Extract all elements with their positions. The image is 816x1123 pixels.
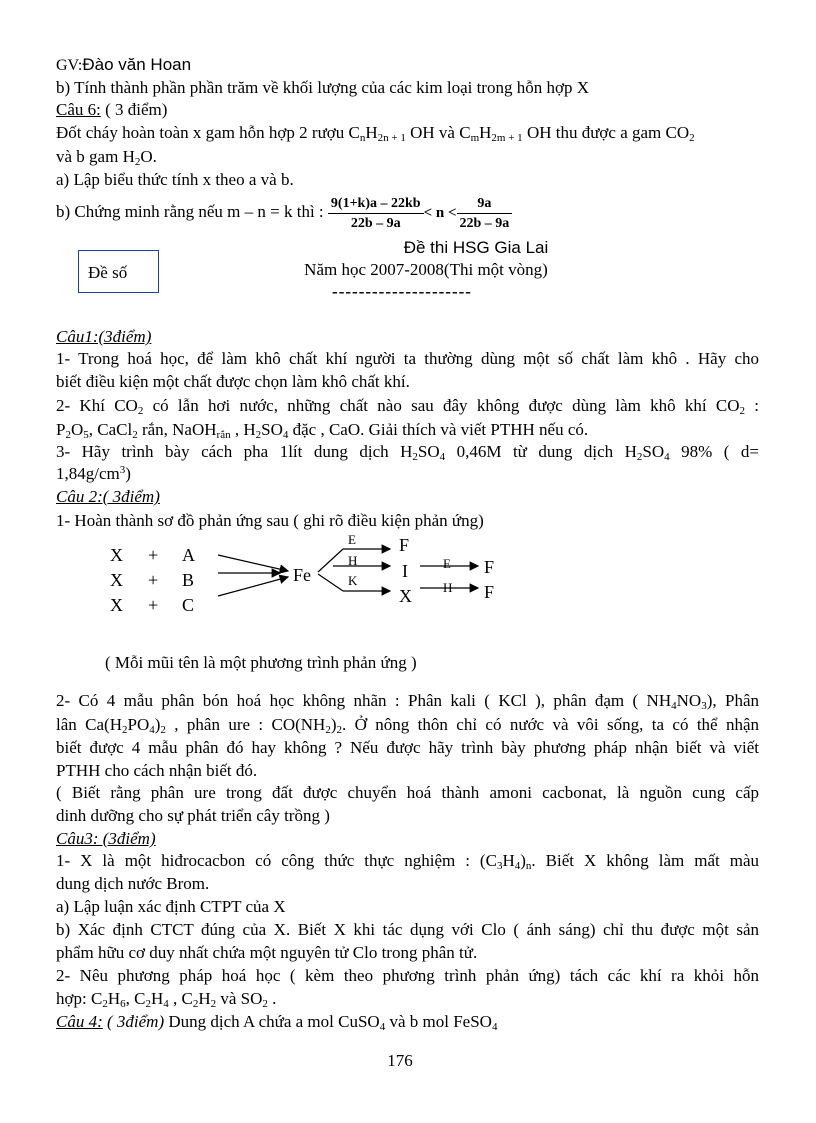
cau1-title: Câu1:(3điểm) (56, 327, 152, 346)
cau3-line4: b) Xác định CTCT đúng của X. Biết X khi tác dụng với Clo ( ánh sáng) chỉ thu được một sản (56, 920, 759, 939)
reactant-x2: X (110, 570, 123, 590)
cau2-p2-line1: 2- Có 4 mẫu phân bón hoá học không nhãn : Phân kali ( KCl ), phân đạm ( $NH_4NO_3$), Phân (56, 691, 759, 712)
cau2-p2-line3: biết được 4 mẫu phân đó hay không ? Nếu được hãy trình bày phương pháp nhận biết và viết (56, 738, 759, 757)
exam-number-label: Đề số (88, 263, 128, 282)
label-k: K (348, 573, 358, 588)
cau6-points: ( 3 điểm) (105, 100, 168, 119)
exam-divider: --------------------- (332, 282, 472, 301)
label-e: E (348, 532, 356, 547)
product-x: X (399, 586, 412, 606)
reactant-c: C (182, 595, 195, 615)
cau3-line3: a) Lập luận xác định CTPT của X (56, 897, 286, 916)
plus-3: + (148, 595, 159, 615)
cau6-line2: và b gam $H_2O$. (56, 147, 157, 168)
cau2-title: Câu 2:( 3điểm) (56, 487, 160, 506)
cau3-line5: phẩm hữu cơ duy nhất chứa một nguyên tử Clo trong phân tử. (56, 943, 478, 962)
header (56, 54, 191, 76)
cau6-part-a: a) Lập biểu thức tính x theo a và b. (56, 170, 294, 189)
cau6-line1: Đốt cháy hoàn toàn x gam hỗn hợp 2 rượu $C_nH_{2n + 1}$ OH và $C_mH_{2m + 1}$ OH thu được a gam $CO_2$ (56, 123, 695, 144)
cau2-p2-line5: ( Biết rằng phân ure trong đất được chuyển hoá thành amoni cacbonat, là nguồn cung cấp (56, 783, 759, 802)
page-number: 176 (387, 1051, 413, 1070)
part-b-top: b) Tính thành phần phần trăm về khối lượng của các kim loại trong hỗn hợp X (56, 78, 589, 97)
label-e2: E (443, 556, 451, 571)
reactant-a: A (182, 545, 195, 565)
teacher-name: Đào văn Hoan (82, 55, 192, 74)
fraction-upper-bound: $\frac{9a}{22b - 9a}$ (457, 194, 513, 233)
branch-up (318, 549, 343, 572)
reactant-x1: X (110, 545, 123, 565)
exam-year: Năm học 2007-2008(Thi một vòng) (304, 260, 548, 279)
product-i: I (402, 561, 408, 581)
product-f3: F (484, 582, 495, 602)
fraction-lower-bound: $\frac{9(1+k)a - 22kb}{22b - 9a}$ (328, 194, 424, 233)
cau2-note: ( Mỗi mũi tên là một phương trình phản ứng ) (105, 653, 417, 672)
cau2-p2-line2: lân $Ca(H_2PO_4)_2$ , phân ure : $CO(NH_2)_2$. Ở nông thôn chỉ có nước và vôi sống, ta có thể nhận (56, 715, 760, 736)
cau2-line1: 1- Hoàn thành sơ đồ phản ứng sau ( ghi rõ điều kiện phản ứng) (56, 511, 484, 530)
arrow-c (218, 577, 288, 596)
label-h2: H (443, 580, 453, 595)
cau6-part-b: b) Chứng minh rằng nếu m – n = k thì : $\frac{9(1+k)a - 22kb}{22b - 9a}$ < n < $\frac{9a}{22b - 9a}$ (56, 190, 512, 235)
reactant-x3: X (110, 595, 123, 615)
plus-1: + (148, 545, 159, 565)
product-fe: Fe (293, 565, 311, 585)
cau1-line3: 2- Khí $CO_2$ có lẫn hơi nước, những chất nào sau đây không được dùng làm khô khí $CO_2$ : (56, 396, 760, 417)
branch-down (318, 574, 343, 591)
product-f2: F (484, 557, 495, 577)
cau3-line7: hợp: $C_2H_6$, $C_2H_4$ , $C_2H_2$ và $SO_2$ . (56, 989, 277, 1010)
cau1-line1: 1- Trong hoá học, để làm khô chất khí người ta thường dùng một số chất làm khô . Hãy cho (56, 349, 759, 368)
cau4-line: Câu 4: ( 3điểm) Dung dịch A chứa a mol CuSO$_4$ và b mol FeSO$_4$ (56, 1012, 498, 1033)
cau3-line2: dung dịch nước Brom. (56, 874, 210, 893)
cau1-line4: $P_2O_5$, CaCl$_2$ rắn, NaOH$_{rắn}$ , $H_2SO_4$ đặc , CaO. Giải thích và viết PTHH nếu có. (56, 420, 589, 441)
arrow-a (218, 555, 288, 571)
cau1-line2: biết điều kiện một chất được chọn làm khô chất khí. (56, 372, 410, 391)
cau4-title: Câu 4: (56, 1012, 103, 1031)
cau6-title: Câu 6: (56, 100, 101, 119)
product-f: F (399, 535, 410, 555)
plus-2: + (148, 570, 159, 590)
header-prefix: GV: (56, 57, 83, 74)
cau6-heading (56, 99, 167, 120)
label-h: H (348, 553, 358, 568)
cau3-title: Câu3: (3điểm) (56, 829, 156, 848)
cau3-line6: 2- Nêu phương pháp hoá học ( kèm theo phương trình phản ứng) tách các khí ra khỏi hỗn (56, 966, 759, 985)
cau2-p2-line6: dinh dưỡng cho sự phát triển cây trồng ) (56, 806, 330, 825)
cau1-line6: $1,84g/cm^3$) (56, 464, 131, 483)
cau2-p2-line4: PTHH cho cách nhận biết đó. (56, 761, 258, 780)
exam-title: Đề thi HSG Gia Lai (403, 238, 549, 257)
cau3-line1: 1- X là một hiđrocacbon có công thức thực nghiệm : $(C_3H_4)_n$. Biết X không làm mất màu (56, 851, 759, 872)
cau1-line5: 3- Hãy trình bày cách pha 1lít dung dịch $H_2SO_4$ 0,46M từ dung dịch $H_2SO_4$ 98% ( d= (56, 442, 759, 463)
reactant-b: B (182, 570, 195, 590)
